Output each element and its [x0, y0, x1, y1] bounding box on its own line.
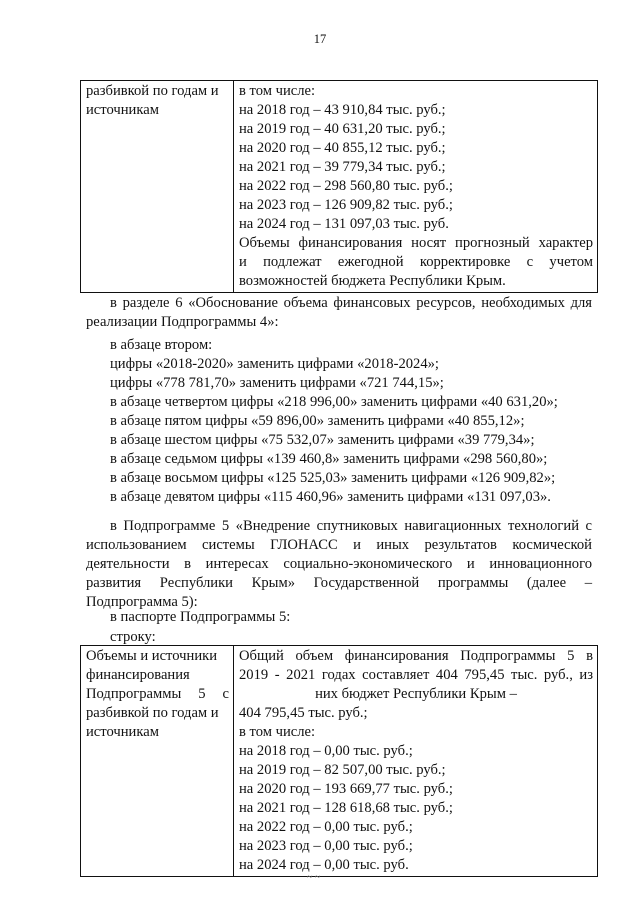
note-line: Объемы финансирования носят прогнозный характер — [239, 235, 593, 251]
value-line: на 2024 год – 0,00 тыс. руб. — [239, 857, 409, 873]
scan-mark: ~ ~ — [307, 872, 321, 883]
table-row — [81, 81, 598, 293]
table-cell-value — [234, 646, 598, 877]
label-line: разбивкой по годам и — [86, 83, 219, 99]
table-cell-label — [81, 81, 234, 293]
value-line: 404 795,45 тыс. руб.; — [239, 705, 368, 721]
value-line: на 2023 год – 0,00 тыс. руб.; — [239, 838, 413, 854]
note-line: возможностей бюджета Республики Крым. — [239, 273, 506, 289]
value-line: на 2020 год – 40 855,12 тыс. руб.; — [239, 140, 446, 156]
paragraph-line: реализации Подпрограммы 4»: — [86, 314, 279, 330]
value-line: 2019 - 2021 годах составляет 404 795,45 тыс. руб., из — [239, 667, 593, 683]
value-line: на 2019 год – 40 631,20 тыс. руб.; — [239, 121, 446, 137]
list-item: цифры «778 781,70» заменить цифрами «721 744,15»; — [110, 375, 444, 391]
value-line: на 2018 год – 43 910,84 тыс. руб.; — [239, 102, 446, 118]
subprogram5-paragraph — [86, 517, 592, 612]
funding-table-subprogram5 — [80, 645, 598, 877]
value-line: в том числе: — [239, 83, 316, 99]
value-line: Общий объем финансирования Подпрограммы 5 в — [239, 648, 593, 664]
table-cell-value — [234, 81, 598, 293]
value-line: на 2021 год – 128 618,68 тыс. руб.; — [239, 800, 453, 816]
value-line: на 2022 год – 298 560,80 тыс. руб.; — [239, 178, 453, 194]
paragraph-line: деятельности в интересах социально-экономического и инновационного — [86, 556, 592, 572]
value-line: на 2022 год – 0,00 тыс. руб.; — [239, 819, 413, 835]
table-row — [81, 646, 598, 877]
label-line: источникам — [86, 102, 159, 118]
value-line: на 2020 год – 193 669,77 тыс. руб.; — [239, 781, 453, 797]
label-line: разбивкой по годам и — [86, 705, 219, 721]
paragraph-line: Подпрограмма 5): — [86, 594, 198, 610]
list-item: в абзаце втором: — [110, 337, 213, 353]
value-line: в том числе: — [239, 724, 316, 740]
section6-paragraph — [86, 294, 592, 332]
label-line: Подпрограммы 5 с — [86, 686, 229, 702]
paragraph-line: использованием системы ГЛОНАСС и иных результатов космической — [86, 537, 592, 553]
paragraph-line: в разделе 6 «Обоснование объема финансовых ресурсов, необходимых для — [110, 295, 592, 311]
list-item: в абзаце четвертом цифры «218 996,00» заменить цифрами «40 631,20»; — [110, 394, 558, 410]
page-number: 17 — [313, 32, 327, 46]
label-line: Объемы и источники — [86, 648, 218, 664]
passport-heading: в паспорте Подпрограммы 5: — [110, 609, 291, 625]
list-item: в абзаце седьмом цифры «139 460,8» заменить цифрами «298 560,80»; — [110, 451, 548, 467]
row-heading: строку: — [110, 629, 156, 645]
paragraph-line: развития Республики Крым» Государственной программы (далее – — [86, 575, 592, 591]
label-line: финансирования — [86, 667, 190, 683]
value-line: на 2023 год – 126 909,82 тыс. руб.; — [239, 197, 453, 213]
funding-table-continuation — [80, 80, 598, 293]
list-item: в абзаце шестом цифры «75 532,07» заменить цифрами «39 779,34»; — [110, 432, 535, 448]
value-line: них бюджет Республики Крым – — [315, 686, 517, 702]
value-line: на 2021 год – 39 779,34 тыс. руб.; — [239, 159, 446, 175]
label-line: источникам — [86, 724, 159, 740]
value-line: на 2024 год – 131 097,03 тыс. руб. — [239, 216, 449, 232]
note-line: и подлежат ежегодной корректировке с учетом — [239, 254, 593, 270]
value-line: на 2019 год – 82 507,00 тыс. руб.; — [239, 762, 446, 778]
list-item: цифры «2018-2020» заменить цифрами «2018-2024»; — [110, 356, 439, 372]
value-line: на 2018 год – 0,00 тыс. руб.; — [239, 743, 413, 759]
list-item: в абзаце пятом цифры «59 896,00» заменить цифрами «40 855,12»; — [110, 413, 525, 429]
table-cell-label — [81, 646, 234, 877]
list-item: в абзаце девятом цифры «115 460,96» заменить цифрами «131 097,03». — [110, 489, 551, 505]
paragraph-line: в Подпрограмме 5 «Внедрение спутниковых навигационных технологий с — [110, 518, 592, 534]
list-item: в абзаце восьмом цифры «125 525,03» заменить цифрами «126 909,82»; — [110, 470, 556, 486]
